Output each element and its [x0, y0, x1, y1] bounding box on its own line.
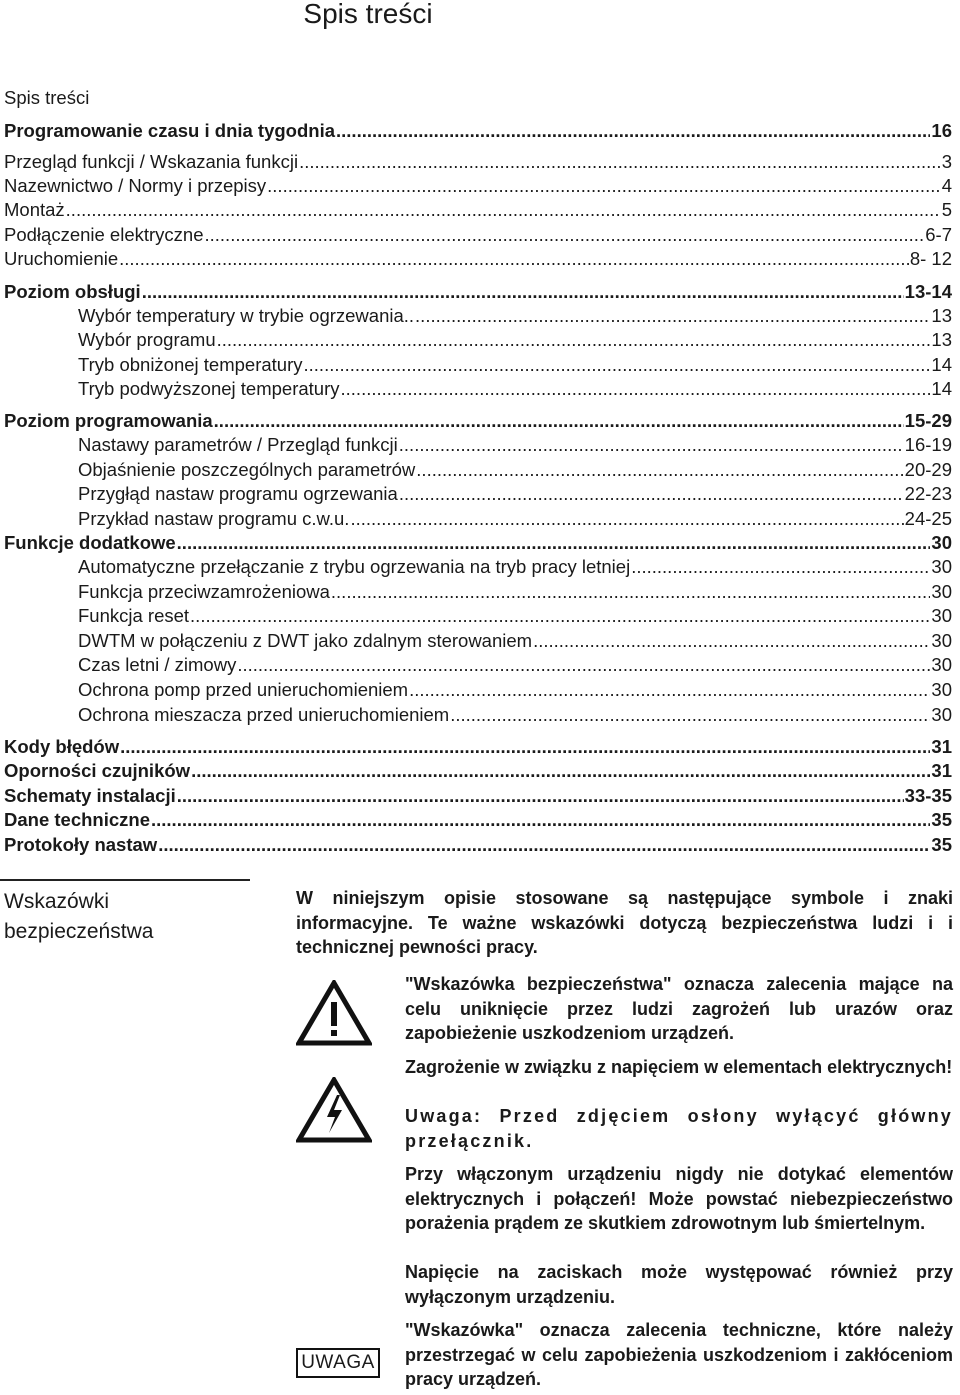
toc-entry-page: 33-35 — [904, 785, 952, 806]
safety-heading-line1: Wskazówki — [4, 890, 110, 913]
toc-entry-title: Czas letni / zimowy — [78, 654, 237, 675]
toc-entry — [78, 457, 952, 481]
toc-entry-page: 30 — [931, 630, 952, 651]
toc-entry — [78, 352, 952, 376]
toc-entry-page: 35 — [931, 834, 952, 855]
toc-entry-page: 30 — [931, 704, 952, 725]
toc-entry — [78, 554, 952, 578]
terminal-voltage-warning: Napięcie na zaciskach może występować również przy wyłączonym urządzeniu. — [405, 1262, 953, 1307]
toc-entry — [78, 579, 952, 603]
safety-heading — [4, 887, 254, 947]
toc-leader-dots — [533, 630, 930, 652]
toc-entry-title: Wybór temperatury w trybie ogrzewania.. — [78, 305, 415, 326]
toc-entry-page: 13-14 — [904, 281, 952, 302]
toc-entry-title: Tryb podwyższonej temperatury — [78, 378, 340, 399]
toc-entry — [78, 677, 952, 701]
toc-entry — [4, 118, 952, 142]
toc-leader-dots — [177, 532, 931, 554]
toc-entry — [78, 603, 952, 627]
toc-entry-title: Przygłąd nastaw programu ogrzewania — [78, 483, 398, 504]
toc-entry-title: Montaż — [4, 199, 65, 220]
toc-entry-title: Protokoły nastaw — [4, 834, 158, 855]
toc-entry — [78, 481, 952, 505]
toc-entry-page: 35 — [931, 809, 952, 830]
electric-touch-warning: Przy włączonym urządzeniu nigdy nie dotykać elementów elektrycznych i połączeń! Może powstać niebezpieczeństwo porażenia prądem ze skutkiem zdrowotnym lub śmiertelnym. — [405, 1164, 953, 1233]
toc-entry-title: Dane techniczne — [4, 809, 150, 830]
toc-entry — [78, 376, 952, 400]
safety-intro: W niniejszym opisie stosowane są następujące symbole i znaki informacyjne. Te ważne wskazówki dotyczą bezpieczeństwa ludzi i i technicznej pewności pracy. — [296, 888, 953, 957]
toc-entry-title: Automatyczne przełączanie z trybu ogrzewania na tryb pracy letniej — [78, 556, 631, 577]
toc-leader-dots — [66, 199, 941, 221]
toc-leader-dots — [416, 459, 903, 481]
toc-entry-title: DWTM w połączeniu z DWT jako zdalnym sterowaniem — [78, 630, 533, 651]
toc-leader-dots — [119, 248, 909, 270]
warning-description: "Wskazówka bezpieczeństwa" oznacza zalecenia mające na celu uniknięcie przez ludzi zagrożeń lub urazów oraz zapobieżenie uszkodzeniom urządzeń. — [405, 974, 953, 1043]
toc-leader-dots — [120, 736, 930, 758]
toc-leader-dots — [304, 354, 931, 376]
section-divider — [0, 879, 250, 881]
toc-leader-dots — [631, 556, 930, 578]
toc-entry-page: 20-29 — [904, 459, 952, 480]
toc-leader-dots — [350, 508, 903, 530]
toc-entry — [4, 530, 952, 554]
toc-entry-page: 4 — [941, 175, 952, 196]
toc-entry — [78, 506, 952, 530]
toc-entry-page: 30 — [931, 581, 952, 602]
toc-entry-title: Ochrona pomp przed unieruchomieniem — [78, 679, 409, 700]
toc-entry — [4, 85, 952, 109]
toc-entry — [78, 327, 952, 351]
electric-caution-span: Uwaga: Przed zdjęciem osłony wyłącyć główny przełącznik. — [405, 1106, 953, 1151]
toc-entry — [4, 408, 952, 432]
toc-entry-page: 30 — [931, 556, 952, 577]
toc-leader-dots — [267, 175, 941, 197]
toc-entry — [4, 222, 952, 246]
electric-danger-text: Zagrożenie w związku z napięciem w elementach elektrycznych! — [405, 1057, 953, 1077]
electric-caution-text — [405, 1104, 953, 1153]
toc-entry-page: 22-23 — [904, 483, 952, 504]
toc-leader-dots — [237, 654, 930, 676]
toc-entry-title: Spis treści — [4, 87, 90, 108]
toc-entry-title: Podłączenie elektryczne — [4, 224, 204, 245]
toc-leader-dots — [450, 704, 930, 726]
toc-entry — [4, 197, 952, 221]
toc-entry — [78, 303, 952, 327]
safety-heading-line2: bezpieczeństwa — [4, 920, 154, 943]
toc-leader-dots — [158, 834, 930, 856]
toc-entry — [4, 832, 952, 856]
toc-entry-page: 5 — [941, 199, 952, 220]
toc-entry-page: 31 — [931, 736, 952, 757]
toc-entry-title: Nazewnictwo / Normy i przepisy — [4, 175, 267, 196]
toc-entry — [4, 173, 952, 197]
toc-entry-page: 16-19 — [904, 434, 952, 455]
toc-entry-page: 15-29 — [904, 410, 952, 431]
toc-entry-page: 31 — [931, 760, 952, 781]
toc-entry-page: 14 — [931, 378, 952, 399]
toc-entry-title: Objaśnienie poszczególnych parametrów — [78, 459, 416, 480]
toc-leader-dots — [217, 329, 931, 351]
toc-entry-title: Schematy instalacji — [4, 785, 176, 806]
toc-entry — [4, 734, 952, 758]
toc-entry — [78, 702, 952, 726]
toc-entry-title: Funkcja reset — [78, 605, 190, 626]
toc-leader-dots — [415, 305, 930, 327]
uwaga-label-box: UWAGA — [296, 1348, 380, 1378]
toc-leader-dots — [191, 760, 930, 782]
toc-leader-dots — [336, 120, 930, 142]
toc-entry — [4, 149, 952, 173]
toc-entry — [4, 246, 952, 270]
toc-entry — [4, 279, 952, 303]
warning-triangle-icon — [296, 980, 372, 1046]
toc-entry-page: 24-25 — [904, 508, 952, 529]
toc-leader-dots — [205, 224, 925, 246]
page-title: Spis treści — [303, 0, 433, 29]
toc-leader-dots — [399, 483, 904, 505]
toc-entry-title: Funkcja przeciwzamrożeniowa — [78, 581, 330, 602]
toc-leader-dots — [399, 434, 904, 456]
toc-leader-dots — [331, 581, 931, 603]
toc-entry-title: Tryb obniżonej temperatury — [78, 354, 303, 375]
toc-entry — [4, 783, 952, 807]
electric-hazard-icon — [296, 1077, 372, 1143]
toc-leader-dots — [299, 151, 941, 173]
toc-leader-dots — [214, 410, 904, 432]
toc-entry-title: Ochrona mieszacza przed unieruchomieniem — [78, 704, 450, 725]
toc-entry — [4, 758, 952, 782]
toc-entry-page: 30 — [931, 605, 952, 626]
toc-entry-page: 14 — [931, 354, 952, 375]
toc-entry-title: Oporności czujników — [4, 760, 191, 781]
toc-entry-page: 13 — [931, 329, 952, 350]
toc-entry-title: Poziom obsługi — [4, 281, 141, 302]
toc-entry-title: Funkcje dodatkowe — [4, 532, 176, 553]
toc-entry-page: 30 — [931, 654, 952, 675]
toc-entry — [78, 628, 952, 652]
toc-entry-title: Przykład nastaw programu c.w.u. — [78, 508, 350, 529]
toc-entry-page: 30 — [931, 679, 952, 700]
toc-leader-dots — [177, 785, 904, 807]
toc-entry-page: 13 — [931, 305, 952, 326]
toc-entry-page: 6-7 — [925, 224, 952, 245]
toc-entry — [78, 432, 952, 456]
toc-leader-dots — [341, 378, 931, 400]
toc-entry-title: Uruchomienie — [4, 248, 119, 269]
toc-entry-title: Programowanie czasu i dnia tygodnia — [4, 120, 336, 141]
toc-entry-page: 16 — [931, 120, 952, 141]
toc-entry — [78, 652, 952, 676]
toc-entry-title: Wybór programu — [78, 329, 216, 350]
toc-entry-page: 30 — [931, 532, 952, 553]
toc-entry-title: Poziom programowania — [4, 410, 213, 431]
toc-entry-title: Nastawy parametrów / Przegląd funkcji — [78, 434, 398, 455]
toc-entry-page: 8- 12 — [909, 248, 952, 269]
toc-leader-dots — [190, 605, 930, 627]
toc-leader-dots — [151, 809, 930, 831]
uwaga-description: "Wskazówka" oznacza zalecenia techniczne, które należy przestrzegać w celu zapobieżenia uszkodzeniom i zakłóceniom pracy urządzeń. — [405, 1320, 953, 1389]
toc-leader-dots — [409, 679, 930, 701]
toc-entry-title: Przegląd funkcji / Wskazania funkcji — [4, 151, 299, 172]
toc-entry-page: 3 — [941, 151, 952, 172]
toc-entry — [4, 807, 952, 831]
toc-leader-dots — [142, 281, 904, 303]
toc-entry-title: Kody błędów — [4, 736, 120, 757]
